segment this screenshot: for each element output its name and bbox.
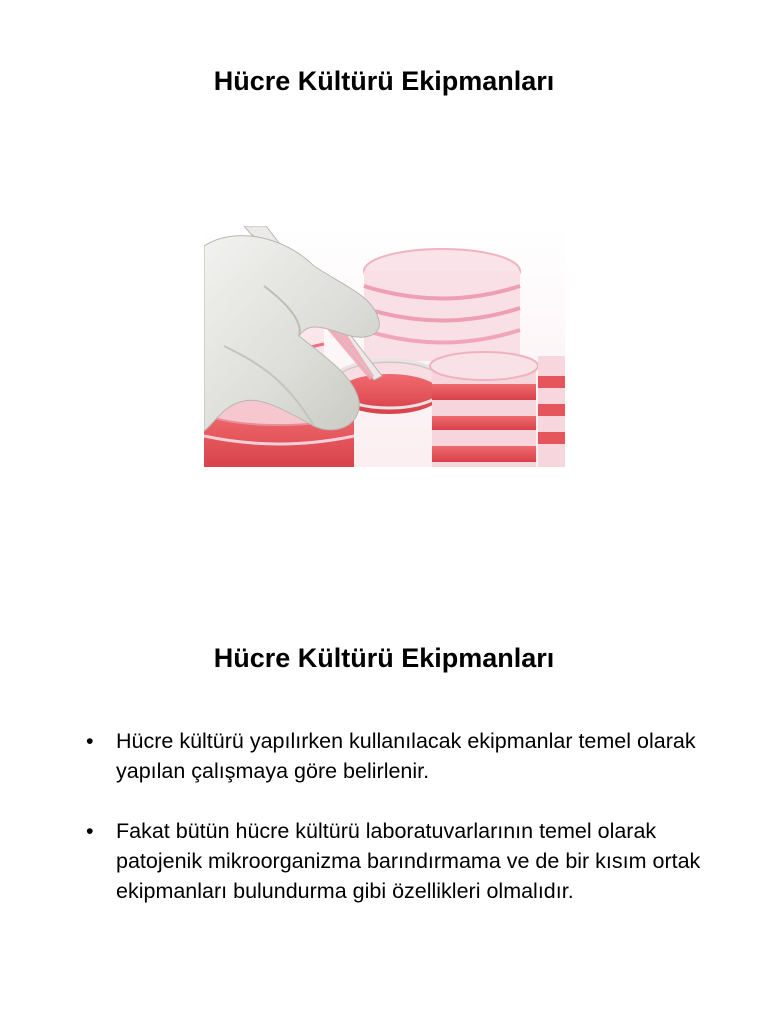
list-item <box>86 726 726 786</box>
bullet-marker: • <box>86 819 94 843</box>
dish-stack-far-right <box>538 356 565 467</box>
bullet-list <box>86 726 726 906</box>
slide-title: Hücre Kültürü Ekipmanları <box>213 66 555 96</box>
dish-stack-back <box>364 249 520 361</box>
bullet-text: Hücre kültürü yapılırken kullanılacak ekipmanlar temel olarak yapılan çalışmaya göre belirlenir. <box>116 729 696 783</box>
slide-title: Hücre Kültürü Ekipmanları <box>213 643 555 673</box>
petri-dish-photo <box>204 226 565 467</box>
list-item <box>86 816 726 906</box>
bullet-marker: • <box>86 729 94 753</box>
dish-stack-right <box>430 352 538 467</box>
bullet-text: Fakat bütün hücre kültürü laboratuvarlarının temel olarak patojenik mikroorganizma barındırmama ve de bir kısım ortak ekipmanları bulundurma gibi özellikleri olmalıdır. <box>116 819 701 903</box>
